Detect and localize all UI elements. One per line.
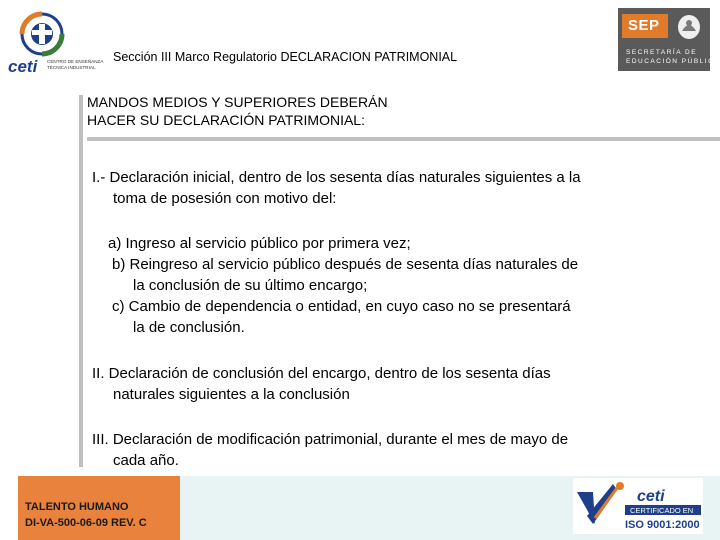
svg-text:CENTRO DE ENSEÑANZA: CENTRO DE ENSEÑANZA	[47, 59, 104, 64]
paragraph-iii: III. Declaración de modificación patrimonial, durante el mes de mayo de cada año.	[92, 431, 569, 469]
svg-text:ceti: ceti	[637, 488, 665, 505]
list-item-a: a) Ingreso al servicio público por primera vez;	[108, 235, 411, 252]
svg-text:TÉCNICA INDUSTRIAL: TÉCNICA INDUSTRIAL	[47, 65, 96, 70]
mexico-seal-icon	[676, 13, 702, 41]
svg-text:CERTIFICADO EN: CERTIFICADO EN	[630, 506, 694, 515]
iso-certification-logo	[573, 478, 703, 534]
ceti-logo	[8, 10, 108, 76]
footer-document-code: DI-VA-500-06-09 REV. C	[25, 517, 147, 529]
left-divider	[79, 95, 83, 467]
paragraph-ii: II. Declaración de conclusión del encargo, dentro de los sesenta días naturales siguientes a la conclusión	[92, 365, 551, 403]
paragraph-i: I.- Declaración inicial, dentro de los sesenta días naturales siguientes a la toma de posesión con motivo del:	[92, 169, 581, 207]
ceti-logo-text: ceti	[8, 57, 38, 76]
page-title: Sección III Marco Regulatorio DECLARACION PATRIMONIAL	[113, 50, 458, 64]
list-item-c: c) Cambio de dependencia o entidad, en cuyo caso no se presentará la de conclusión.	[112, 298, 571, 336]
list-item-b: b) Reingreso al servicio público después de sesenta días naturales de la conclusión de su último encargo;	[112, 256, 579, 294]
footer-department: TALENTO HUMANO	[25, 501, 129, 513]
sep-logo-text: SEP	[628, 17, 660, 34]
footer-label	[18, 476, 180, 540]
sep-logo: SEP SECRETARÍA DE EDUCACIÓN PÚBLICA	[618, 8, 710, 71]
section-heading: MANDOS MEDIOS Y SUPERIORES DEBERÁN HACER SU DECLARACIÓN PATRIMONIAL:	[87, 94, 388, 128]
svg-text:ISO 9001:2000: ISO 9001:2000	[625, 519, 700, 531]
content-box	[87, 137, 720, 471]
